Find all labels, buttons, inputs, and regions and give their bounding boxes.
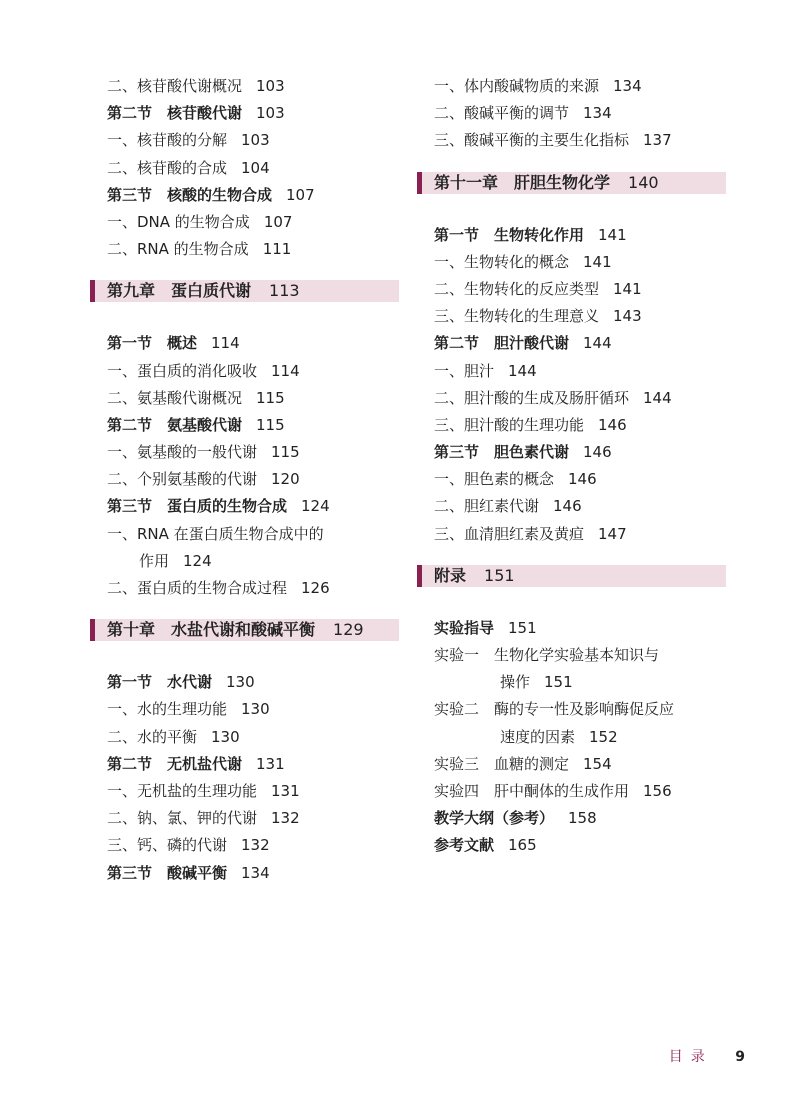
- entry-page-number: 130: [241, 700, 270, 719]
- entry-title: 三、胆汁酸的生理功能: [434, 415, 585, 434]
- toc-entry: [107, 724, 399, 751]
- entry-title: 二、核苷酸的合成: [107, 158, 228, 177]
- toc-entry: [434, 493, 726, 520]
- chapter-heading: [90, 619, 399, 641]
- toc-entry: [107, 236, 399, 263]
- toc-entry: [107, 466, 399, 493]
- entry-title: 第一节 水代谢: [107, 673, 213, 692]
- entry-title: 实验三 血糖的测定: [434, 754, 570, 773]
- entry-page-number: 115: [271, 443, 300, 462]
- entry-page-number: 146: [568, 470, 597, 489]
- toc-entry-continuation: [434, 669, 726, 696]
- section-heading: [434, 805, 726, 832]
- entry-page-number: 131: [271, 781, 300, 800]
- section-heading: [107, 669, 399, 696]
- toc-entry: [434, 249, 726, 276]
- toc-entry: [434, 385, 726, 412]
- entry-title: 实验二 酶的专一性及影响酶促反应: [434, 700, 675, 719]
- entry-title: 一、无机盐的生理功能: [107, 781, 258, 800]
- entry-title: 三、血清胆红素及黄疸: [434, 524, 585, 543]
- entry-page-number: 144: [508, 361, 537, 380]
- entry-title: 二、酸碱平衡的调节: [434, 104, 570, 123]
- entry-page-number: 114: [271, 361, 300, 380]
- section-heading: [434, 832, 726, 859]
- entry-page-number: 151: [508, 618, 537, 637]
- entry-page-number: 144: [643, 388, 672, 407]
- chapter-accent-bar: [90, 280, 95, 302]
- page-footer: [669, 1046, 745, 1066]
- entry-title: 一、生物转化的概念: [434, 252, 570, 271]
- entry-title: 二、蛋白质的生物合成过程: [107, 579, 288, 597]
- entry-page-number: 114: [211, 334, 240, 353]
- entry-title: 一、胆色素的概念: [434, 470, 555, 489]
- entry-page-number: 103: [241, 131, 270, 150]
- entry-title: 二、胆红素代谢: [434, 497, 540, 516]
- entry-title: 二、RNA 的生物合成: [107, 240, 249, 259]
- toc-entry: [107, 778, 399, 805]
- entry-page-number: 103: [256, 104, 285, 123]
- toc-entry: [434, 127, 726, 154]
- footer-label: 目录: [668, 1049, 713, 1065]
- entry-page-number: 134: [583, 104, 612, 123]
- entry-page-number: 104: [241, 158, 270, 177]
- entry-page-number: 107: [263, 212, 293, 231]
- entry-page-number: 120: [271, 470, 300, 489]
- toc-entry: [107, 575, 399, 602]
- entry-page-number: 103: [256, 77, 285, 95]
- entry-title: 二、水的平衡: [107, 727, 198, 746]
- toc-entry: [434, 276, 726, 303]
- entry-page-number: 146: [583, 443, 612, 462]
- entry-title: 第三节 蛋白质的生物合成: [107, 497, 288, 516]
- entry-title: 二、氨基酸代谢概况: [107, 388, 243, 407]
- entry-title: 第三节 酸碱平衡: [107, 863, 228, 882]
- chapter-accent-bar: [417, 565, 422, 587]
- entry-title: 第二节 无机盐代谢: [107, 754, 243, 773]
- entry-page-number: 141: [583, 252, 612, 271]
- entry-page-number: 147: [598, 524, 627, 543]
- entry-page-number: 146: [598, 415, 627, 434]
- entry-page-number: 124: [301, 497, 330, 516]
- chapter-heading: [90, 280, 399, 302]
- toc-column-right: [434, 73, 726, 860]
- entry-page-number: 140: [628, 172, 659, 192]
- entry-title: 第一节 概述: [107, 334, 198, 353]
- section-heading: [434, 222, 726, 249]
- entry-title: 附录: [434, 565, 467, 585]
- toc-entry: [434, 358, 726, 385]
- entry-page-number: 111: [262, 240, 292, 259]
- entry-title: 二、钠、氯、钾的代谢: [107, 809, 258, 828]
- section-heading: [107, 100, 399, 127]
- section-heading: [107, 751, 399, 778]
- entry-title: 三、酸碱平衡的主要生化指标: [434, 131, 630, 150]
- toc-entry: [107, 127, 399, 154]
- section-heading: [434, 330, 726, 357]
- entry-page-number: 130: [226, 673, 255, 692]
- entry-page-number: 144: [583, 334, 612, 353]
- entry-title: 第十章 水盐代谢和酸碱平衡: [107, 620, 316, 640]
- entry-page-number: 151: [544, 673, 573, 692]
- entry-title: 一、氨基酸的一般代谢: [107, 443, 258, 462]
- chapter-accent-bar: [417, 172, 422, 194]
- entry-title: 一、DNA 的生物合成: [107, 212, 250, 231]
- entry-page-number: 137: [643, 131, 672, 150]
- entry-page-number: 141: [613, 279, 642, 298]
- entry-title: 第十一章 肝胆生物化学: [434, 172, 611, 192]
- entry-page-number: 115: [256, 415, 285, 434]
- entry-page-number: 134: [613, 77, 642, 95]
- section-heading: [434, 615, 726, 642]
- entry-page-number: 143: [613, 307, 642, 326]
- chapter-heading: [417, 172, 726, 194]
- toc-entry: [434, 696, 726, 723]
- entry-page-number: 165: [508, 836, 537, 855]
- entry-page-number: 115: [256, 388, 285, 407]
- entry-page-number: 107: [286, 185, 315, 204]
- entry-title: 三、钙、磷的代谢: [107, 836, 228, 855]
- entry-title: 第三节 胆色素代谢: [434, 443, 570, 462]
- toc-entry-continuation: [107, 548, 399, 575]
- entry-page-number: 151: [484, 565, 515, 585]
- section-heading: [107, 493, 399, 520]
- entry-title: 实验一 生物化学实验基本知识与: [434, 646, 660, 664]
- toc-entry: [434, 303, 726, 330]
- toc-entry: [434, 751, 726, 778]
- entry-page-number: 132: [241, 836, 270, 855]
- toc-entry: [107, 696, 399, 723]
- toc-entry: [107, 73, 399, 100]
- toc-entry-continuation: [434, 724, 726, 751]
- entry-page-number: 124: [183, 551, 212, 570]
- toc-entry: [434, 642, 726, 669]
- entry-page-number: 156: [643, 781, 672, 800]
- section-heading: [107, 330, 399, 357]
- entry-page-number: 130: [211, 727, 240, 746]
- page-number: 9: [735, 1049, 745, 1065]
- entry-page-number: 146: [553, 497, 582, 516]
- entry-page-number: 141: [598, 225, 627, 244]
- entry-title: 二、个别氨基酸的代谢: [107, 470, 258, 489]
- entry-page-number: 113: [269, 281, 300, 301]
- section-heading: [107, 412, 399, 439]
- entry-title: 第二节 核苷酸代谢: [107, 104, 243, 123]
- entry-page-number: 131: [256, 754, 285, 773]
- entry-title: 一、胆汁: [434, 361, 495, 380]
- toc-entry: [434, 100, 726, 127]
- toc-entry: [434, 778, 726, 805]
- entry-page-number: 129: [333, 620, 364, 640]
- toc-entry: [434, 466, 726, 493]
- toc-entry: [107, 832, 399, 859]
- section-heading: [107, 182, 399, 209]
- entry-title: 一、RNA 在蛋白质生物合成中的: [107, 524, 324, 543]
- entry-title: 第三节 核酸的生物合成: [107, 185, 273, 204]
- entry-title: 二、胆汁酸的生成及肠肝循环: [434, 388, 630, 407]
- entry-title: 参考文献: [434, 836, 495, 855]
- entry-title: 速度的因素: [500, 727, 576, 746]
- entry-title: 二、核苷酸代谢概况: [107, 77, 243, 95]
- toc-entry: [434, 521, 726, 548]
- entry-title: 三、生物转化的生理意义: [434, 307, 600, 326]
- toc-column-left: [107, 73, 399, 887]
- toc-entry: [107, 155, 399, 182]
- entry-title: 作用: [139, 551, 170, 570]
- entry-page-number: 132: [271, 809, 300, 828]
- toc-entry: [434, 73, 726, 100]
- entry-title: 实验四 肝中酮体的生成作用: [434, 781, 630, 800]
- entry-title: 一、水的生理功能: [107, 700, 228, 719]
- toc-entry: [107, 209, 399, 236]
- entry-title: 一、体内酸碱物质的来源: [434, 77, 600, 95]
- entry-title: 教学大纲（参考）: [434, 809, 555, 828]
- entry-page-number: 158: [568, 809, 597, 828]
- entry-title: 第九章 蛋白质代谢: [107, 281, 252, 301]
- section-heading: [107, 860, 399, 887]
- entry-page-number: 154: [583, 754, 612, 773]
- entry-title: 第一节 生物转化作用: [434, 225, 585, 244]
- entry-page-number: 134: [241, 863, 270, 882]
- entry-title: 一、核苷酸的分解: [107, 131, 228, 150]
- chapter-heading: [417, 565, 726, 587]
- chapter-accent-bar: [90, 619, 95, 641]
- entry-page-number: 152: [589, 727, 618, 746]
- section-heading: [434, 439, 726, 466]
- entry-title: 第二节 胆汁酸代谢: [434, 334, 570, 353]
- entry-title: 一、蛋白质的消化吸收: [107, 361, 258, 380]
- entry-title: 操作: [500, 673, 531, 692]
- toc-entry: [434, 412, 726, 439]
- toc-entry: [107, 521, 399, 548]
- entry-title: 实验指导: [434, 618, 495, 637]
- toc-entry: [107, 385, 399, 412]
- toc-entry: [107, 439, 399, 466]
- toc-entry: [107, 805, 399, 832]
- toc-entry: [107, 358, 399, 385]
- entry-page-number: 126: [301, 579, 330, 597]
- entry-title: 二、生物转化的反应类型: [434, 279, 600, 298]
- entry-title: 第二节 氨基酸代谢: [107, 415, 243, 434]
